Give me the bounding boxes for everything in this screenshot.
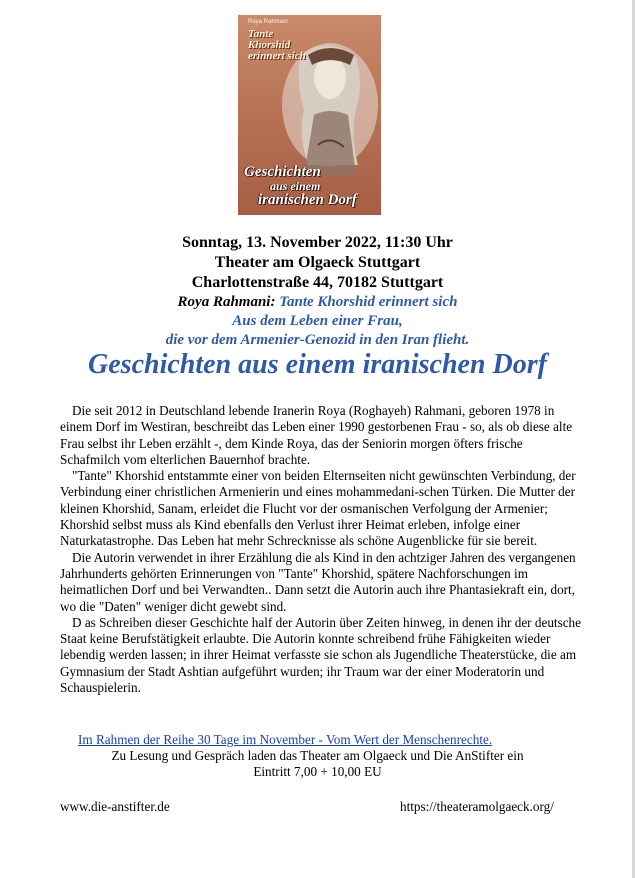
paragraph: "Tante" Khorshid entstammte einer von beiden Elternseiten nicht gewünschten Verbindung, der Verbindung einer christlichen Armenierin und eines mohammedani-schen Türken. Die Mutter der kleinen Khorshid, Sanam, erleidet die Flucht vor der osmanischen Verfolgung der Armenier; Khorshid selbst muss als Kind ebenfalls den Verlust ihrer Heimat erleben, infolge einer Naturkatastrophe. Das Leben hat mehr Schrecknisse als schöne Augenblicke für sie bereit. [60,468,576,549]
paragraph: D as Schreiben dieser Geschichte half der Autorin über Zeiten hinweg, in denen ihr der deutsche Staat keine Berufstätigkeit erlaubte. Die Autorin konnte schreibend frühe Fähigkeiten wieder lebendig werden lassen; in ihrer Heimat verfasste sie schon als Jugendliche Theaterstücke, die am Gymnasium der Stadt Ashtian aufgeführt wurden; ihr Traum war der einer Moderatorin und Schauspielerin. [60,614,582,696]
paragraph: Die seit 2012 in Deutschland lebende Iranerin Roya (Roghayeh) Rahmani, geboren 1978 in einem Dorf im Westiran, beschreibt das Leben einer 1990 gestorbenen Frau - so, als ob diese alte Frau selbst ihr Leben erzählt -, dem Kinde Roya, das der Seniorin morgen öfters frische Schafmilch vom elterlichen Bauernhof brachte. [60,403,573,467]
author-name: Roya Rahmani: [177,294,276,310]
book-cover-image [238,15,381,215]
event-venue: Theater am Olgaeck Stuttgart [214,254,421,271]
book-title: Tante Khorshid erinnert sich [279,294,458,310]
cover-subtitle-line: Khorshid [248,39,291,51]
footer-url-anstifter[interactable]: www.die-anstifter.de [60,799,170,814]
event-address: Charlottenstraße 44, 70182 Stuttgart [191,274,444,291]
paragraph: Die Autorin verwendet in ihrer Erzählung die als Kind in den achtziger Jahren des vergangenen Jahrhunderts gehörten Erinnerungen von "Tante" Khorshid, spätere Nachforschungen im heimatlichen Dorf und bei Verwandten.. Dann setzt die Autorin auch ihre Phantasiekraft ein, dort, wo die "Daten" weniger dicht gewebt sind. [60,549,576,614]
cover-title-line: Geschichten [244,164,321,180]
cover-author: Roya Rahmani [248,19,288,25]
cover-subtitle [248,29,318,62]
main-title: Geschichten aus einem iranischen Dorf [88,349,547,380]
event-date: Sonntag, 13. November 2022, 11:30 Uhr [182,234,453,251]
cover-subtitle-line: erinnert sich [248,50,306,62]
author-title-line [0,294,635,311]
cover-title-line: aus einem [270,179,321,193]
series-link[interactable]: Im Rahmen der Reihe 30 Tage im November - Vom Wert der Menschenrechte. [78,732,493,747]
footer-url-theater[interactable]: https://theateramolgaeck.org/ [400,799,554,814]
book-subtitle-1: Aus dem Leben einer Frau, [232,313,403,329]
cover-title-line: iranischen Dorf [258,192,357,208]
entry-fee: Eintritt 7,00 + 10,00 EU [253,764,382,779]
cover-subtitle-line: Tante [248,28,274,40]
book-subtitle-2: die vor dem Armenier-Genozid in den Iran flieht. [165,332,470,348]
description-text [60,403,585,696]
invitation-text: Zu Lesung und Gespräch laden das Theater am Olgaeck und Die AnStifter ein [111,748,524,763]
cover-title [244,165,378,207]
